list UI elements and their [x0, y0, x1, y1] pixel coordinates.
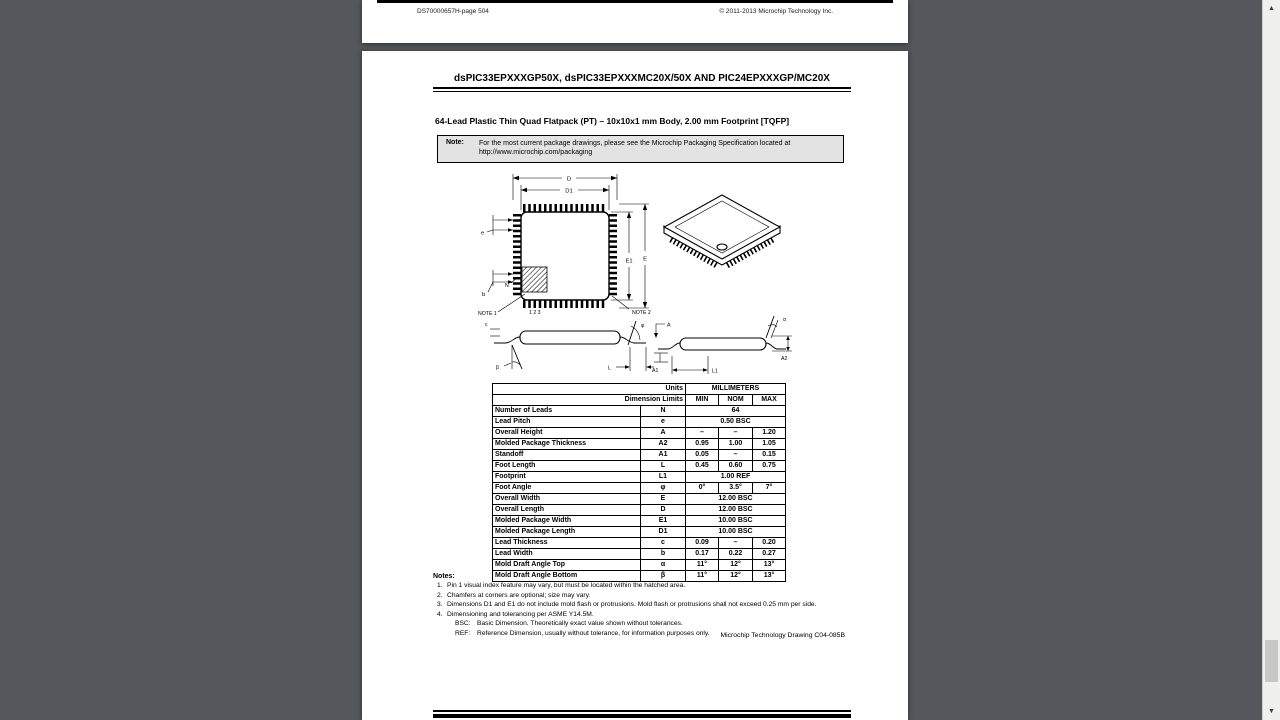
svg-text:NOTE 2: NOTE 2	[632, 310, 651, 316]
table-cell: –	[719, 450, 753, 461]
side-body	[520, 331, 620, 344]
table-cell: b	[641, 549, 686, 560]
table-cell: N	[641, 406, 686, 417]
dim-phi	[628, 321, 645, 345]
table-cell: A2	[641, 439, 686, 450]
table-cell: 0.15	[753, 450, 786, 461]
table-cell: D	[641, 505, 686, 516]
svg-text:A1: A1	[652, 368, 659, 374]
table-cell: Overall Length	[493, 505, 641, 516]
isometric-view-drawing	[655, 190, 790, 295]
svg-text:b: b	[482, 292, 486, 298]
dim-D	[513, 174, 617, 200]
svg-text:e: e	[481, 230, 485, 237]
table-cell: Standoff	[493, 450, 641, 461]
dimension-row	[493, 483, 786, 494]
table-cell: 1.00 REF	[686, 472, 786, 483]
note-line1: For the most current package drawings, please see the Microchip Packaging Specification located at	[479, 139, 791, 147]
dimension-row	[493, 549, 786, 560]
svg-text:NOTE 1: NOTE 1	[478, 311, 497, 317]
dimension-row	[493, 505, 786, 516]
table-cell: 1.05	[753, 439, 786, 450]
svg-text:E: E	[643, 256, 647, 263]
table-header-row	[493, 395, 786, 406]
table-cell: e	[641, 417, 686, 428]
svg-text:D: D	[566, 176, 572, 183]
svg-text:L: L	[608, 365, 611, 372]
right-lead	[766, 343, 786, 349]
top-view-drawing	[477, 168, 667, 320]
pin-numbers-label: 1 2 3	[529, 310, 541, 316]
footer-rule	[377, 0, 893, 3]
drawing-reference: Microchip Technology Drawing C04-085B	[720, 632, 845, 639]
table-cell: D1	[641, 527, 686, 538]
note-text	[479, 139, 790, 160]
table-cell: 11°	[686, 571, 719, 582]
table-cell: –	[686, 428, 719, 439]
pin1-dimple	[717, 244, 727, 250]
dim-L1	[672, 356, 718, 375]
nom-header-cell: NOM	[719, 395, 753, 406]
page-bottom-rule	[433, 710, 851, 718]
dimension-row	[493, 516, 786, 527]
dim-e-pitch	[481, 215, 513, 237]
table-cell: Foot Angle	[493, 483, 641, 494]
page-number-footer: DS70000657H-page 504	[417, 8, 489, 15]
svg-text:A: A	[667, 322, 671, 329]
dim-L	[608, 347, 654, 372]
dim-A1	[652, 353, 668, 374]
table-cell: 1.20	[753, 428, 786, 439]
table-cell: Lead Pitch	[493, 417, 641, 428]
table-cell: 0.20	[753, 538, 786, 549]
units-value-cell: MILLIMETERS	[686, 384, 786, 395]
notes-heading: Notes:	[433, 573, 455, 580]
table-cell: 64	[686, 406, 786, 417]
dimension-row	[493, 560, 786, 571]
table-cell: Footprint	[493, 472, 641, 483]
table-cell: Foot Length	[493, 461, 641, 472]
table-cell: Molded Package Length	[493, 527, 641, 538]
table-cell: 0.75	[753, 461, 786, 472]
table-cell: 0.60	[719, 461, 753, 472]
table-cell: 1.00	[719, 439, 753, 450]
side-view-right-drawing	[650, 312, 795, 380]
table-header-row	[493, 384, 786, 395]
table-cell: E	[641, 494, 686, 505]
table-cell: c	[641, 538, 686, 549]
left-lead	[494, 337, 520, 343]
table-cell: β	[641, 571, 686, 582]
title-rule	[433, 87, 851, 92]
table-cell: 12.00 BSC	[686, 505, 786, 516]
table-cell: A	[641, 428, 686, 439]
dim-E	[619, 204, 649, 308]
dimension-row	[493, 527, 786, 538]
min-header-cell: MIN	[686, 395, 719, 406]
table-cell: Mold Draft Angle Top	[493, 560, 641, 571]
table-cell: Mold Draft Angle Bottom	[493, 571, 641, 582]
note-item: 3. Dimensions D1 and E1 do not include mold flash or protrusions. Mold flash or protrusions shall not exceed 0.25 mm per side.	[437, 601, 817, 609]
svg-text:β: β	[496, 365, 499, 371]
table-cell: 12°	[719, 560, 753, 571]
dim-beta	[496, 345, 522, 371]
table-cell: 3.5°	[719, 483, 753, 494]
table-cell: Lead Width	[493, 549, 641, 560]
table-cell: α	[641, 560, 686, 571]
dimension-row	[493, 472, 786, 483]
table-cell: Molded Package Width	[493, 516, 641, 527]
table-cell: A1	[641, 450, 686, 461]
svg-text:α: α	[783, 317, 786, 323]
dimension-row	[493, 494, 786, 505]
svg-text:D1: D1	[565, 188, 573, 195]
table-cell: Overall Height	[493, 428, 641, 439]
dim-alpha	[766, 316, 786, 338]
table-cell: Molded Package Thickness	[493, 439, 641, 450]
max-header-cell: MAX	[753, 395, 786, 406]
table-cell: 0.17	[686, 549, 719, 560]
limits-label-cell: Dimension Limits	[493, 395, 686, 406]
previous-page	[362, 0, 908, 43]
definition-line: BSC: Basic Dimension. Theoretically exact value shown without tolerances.	[455, 620, 683, 628]
table-cell: L	[641, 461, 686, 472]
note-item: 2. Chamfers at corners are optional; size may vary.	[437, 591, 591, 599]
right-lead	[620, 337, 646, 343]
dimension-row	[493, 450, 786, 461]
note-box	[437, 135, 844, 163]
dimension-row	[493, 417, 786, 428]
left-lead	[658, 343, 680, 349]
svg-text:A2: A2	[781, 356, 788, 362]
table-cell: 12.00 BSC	[686, 494, 786, 505]
table-cell: Number of Leads	[493, 406, 641, 417]
dimension-row	[493, 406, 786, 417]
table-cell: Lead Thickness	[493, 538, 641, 549]
table-cell: 7°	[753, 483, 786, 494]
table-cell: 11°	[686, 560, 719, 571]
table-cell: 0.50 BSC	[686, 417, 786, 428]
table-cell: 0.45	[686, 461, 719, 472]
table-cell: 0.27	[753, 549, 786, 560]
dimension-row	[493, 461, 786, 472]
scrollbar-thumb[interactable]	[1265, 640, 1278, 682]
table-cell: φ	[641, 483, 686, 494]
page-title: dsPIC33EPXXXGP50X, dsPIC33EPXXXMC20X/50X AND PIC24EPXXXGP/MC20X	[454, 73, 830, 84]
svg-text:L1: L1	[712, 368, 718, 375]
side-body	[680, 338, 766, 350]
copyright-footer: © 2011-2013 Microchip Technology Inc.	[719, 8, 833, 15]
dimension-table	[492, 383, 786, 582]
dimension-row	[493, 538, 786, 549]
table-cell: 0°	[686, 483, 719, 494]
dimension-row	[493, 428, 786, 439]
note-item: 4. Dimensioning and tolerancing per ASME Y14.5M.	[437, 610, 594, 618]
table-cell: 0.05	[686, 450, 719, 461]
pin1-hatched-area	[522, 267, 547, 292]
dim-A	[654, 323, 671, 339]
scroll-up-icon[interactable]: ▲	[1268, 5, 1275, 12]
table-cell: 12°	[719, 571, 753, 582]
definition-line: REF: Reference Dimension, usually without tolerance, for information purposes only.	[455, 629, 710, 637]
table-cell: L1	[641, 472, 686, 483]
table-cell: 13°	[753, 571, 786, 582]
table-cell: 0.95	[686, 439, 719, 450]
table-cell: E1	[641, 516, 686, 527]
table-cell: 0.09	[686, 538, 719, 549]
table-cell: –	[719, 428, 753, 439]
notes-section	[433, 572, 817, 638]
side-view-left-drawing	[484, 315, 659, 379]
table-cell: 10.00 BSC	[686, 516, 786, 527]
dimension-row	[493, 439, 786, 450]
scroll-down-icon[interactable]: ▼	[1268, 708, 1275, 715]
package-heading: 64-Lead Plastic Thin Quad Flatpack (PT) – 10x10x1 mm Body, 2.00 mm Footprint [TQFP]	[435, 116, 790, 126]
dim-c	[485, 322, 500, 336]
table-cell: –	[719, 538, 753, 549]
svg-text:φ: φ	[641, 323, 645, 329]
units-label-cell: Units	[493, 384, 686, 395]
table-cell: 0.22	[719, 549, 753, 560]
svg-text:c: c	[485, 322, 488, 328]
note-item: 1. Pin 1 visual index feature may vary, but must be located within the hatched area.	[437, 582, 686, 589]
table-cell: Overall Width	[493, 494, 641, 505]
svg-text:N: N	[505, 283, 509, 289]
datasheet-page	[362, 51, 908, 720]
svg-text:E1: E1	[625, 258, 633, 265]
note-url-link[interactable]: http://www.microchip.com/packaging	[479, 148, 593, 156]
vertical-scrollbar[interactable]	[1262, 0, 1280, 720]
table-cell: 10.00 BSC	[686, 527, 786, 538]
table-cell: 13°	[753, 560, 786, 571]
note-label: Note:	[446, 138, 464, 146]
